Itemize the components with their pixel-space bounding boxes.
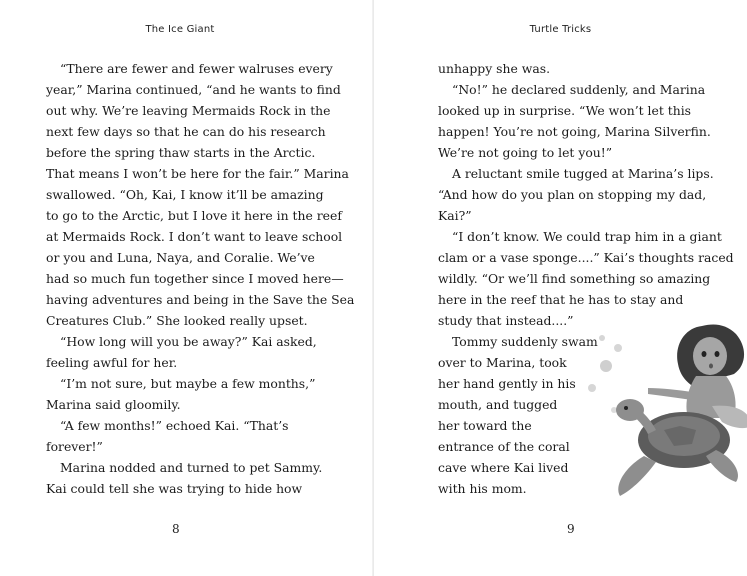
- text-line: to go to the Arctic, but I love it here in the reef: [46, 208, 342, 223]
- text-line: study that instead....”: [438, 313, 574, 328]
- left-page-text: [46, 58, 355, 499]
- bubble: [588, 384, 596, 392]
- text-line: “I don’t know. We could trap him in a giant: [452, 229, 722, 244]
- mermaid-arm: [648, 388, 692, 400]
- text-line: here in the reef that he has to stay and: [438, 292, 684, 307]
- page-number-left: 8: [172, 522, 180, 536]
- text-line: Marina nodded and turned to pet Sammy.: [60, 460, 323, 475]
- mermaid-eye: [715, 351, 720, 357]
- text-line: happen! You’re not going, Marina Silverfin.: [438, 124, 711, 139]
- text-line: “No!” he declared suddenly, and Marina: [452, 82, 706, 97]
- text-line: Creatures Club.” She looked really upset.: [46, 313, 308, 328]
- text-line: swallowed. “Oh, Kai, I know it’ll be amazing: [46, 187, 324, 202]
- text-line: forever!”: [46, 439, 103, 454]
- mermaid-mouth: [709, 364, 713, 369]
- text-line: “There are fewer and fewer walruses every: [60, 61, 333, 76]
- text-line: before the spring thaw starts in the Arctic.: [46, 145, 316, 160]
- text-line: out why. We’re leaving Mermaids Rock in the: [46, 103, 331, 118]
- running-head-right: Turtle Tricks: [529, 24, 592, 35]
- text-line: wildly. “Or we’ll find something so amazing: [438, 271, 711, 286]
- text-line: “How long will you be away?” Kai asked,: [60, 334, 317, 349]
- text-line: Marina said gloomily.: [46, 397, 181, 412]
- text-line: We’re not going to let you!”: [438, 145, 613, 160]
- text-line: unhappy she was.: [438, 61, 551, 76]
- text-line: looked up in surprise. “We won’t let this: [438, 103, 692, 118]
- left-page: [0, 0, 373, 576]
- text-line: or you and Luna, Naya, and Coralie. We’ve: [46, 250, 315, 265]
- text-line: her hand gently in his: [438, 376, 576, 391]
- bubble: [600, 360, 612, 372]
- turtle-flipper: [618, 456, 656, 496]
- text-line: with his mom.: [438, 481, 527, 496]
- text-line: “I’m not sure, but maybe a few months,”: [60, 376, 316, 391]
- page-number-right: 9: [567, 522, 575, 536]
- right-page: [374, 0, 747, 576]
- text-line: “A few months!” echoed Kai. “That’s: [60, 418, 289, 433]
- text-line: had so much fun together since I moved here—: [46, 271, 344, 286]
- text-line: “And how do you plan on stopping my dad,: [438, 187, 707, 202]
- text-line: That means I won’t be here for the fair.” Marina: [46, 166, 349, 181]
- text-line: cave where Kai lived: [438, 460, 569, 475]
- mermaid-face: [693, 337, 727, 375]
- text-line: entrance of the coral: [438, 439, 570, 454]
- text-line: next few days so that he can do his research: [46, 124, 326, 139]
- mermaid-eye: [702, 351, 707, 357]
- bubble: [614, 344, 622, 352]
- text-line: having adventures and being in the Save the Sea: [46, 292, 355, 307]
- turtle-flipper: [706, 450, 738, 482]
- text-line: Kai could tell she was trying to hide how: [46, 481, 303, 496]
- bubble: [599, 335, 605, 341]
- text-line: her toward the: [438, 418, 532, 433]
- text-line: at Mermaids Rock. I don’t want to leave school: [46, 229, 343, 244]
- text-line: mouth, and tugged: [438, 397, 558, 412]
- text-line: Tommy suddenly swam: [452, 334, 598, 349]
- text-line: feeling awful for her.: [46, 355, 178, 370]
- text-line: clam or a vase sponge....” Kai’s thoughts raced: [438, 250, 734, 265]
- text-line: over to Marina, took: [438, 355, 567, 370]
- running-head-left: The Ice Giant: [145, 24, 215, 35]
- mermaid-and-turtle-illustration: [584, 318, 747, 508]
- text-line: A reluctant smile tugged at Marina’s lips.: [452, 166, 714, 181]
- text-line: year,” Marina continued, “and he wants to find: [46, 82, 341, 97]
- text-line: Kai?”: [438, 208, 472, 223]
